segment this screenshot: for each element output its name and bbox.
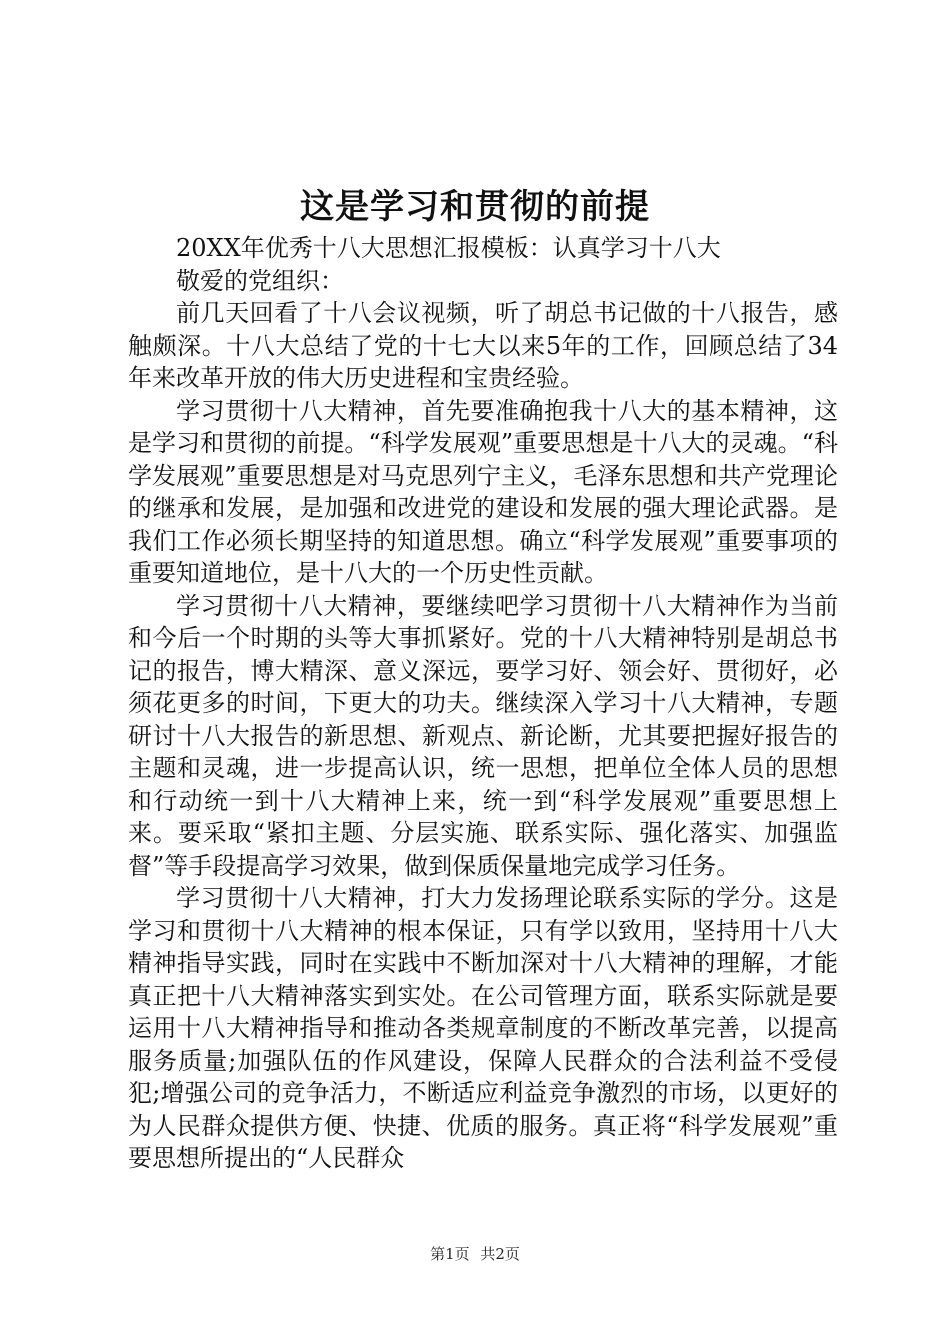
document-body (128, 232, 838, 1175)
paragraph: 前几天回看了十八会议视频，听了胡总书记做的十八报告，感触颇深。十八大总结了党的十七大以来5年的工作，回顾总结了34年来改革开放的伟大历史进程和宝贵经验。 (128, 299, 838, 392)
paragraph: 学习贯彻十八大精神，要继续吧学习贯彻十八大精神作为当前和今后一个时期的头等大事抓紧好。党的十八大精神特别是胡总书记的报告，博大精深、意义深远，要学习好、领会好、贯彻好，必须花更多的时间，下更大的功夫。继续深入学习十八大精神，专题研讨十八大报告的新思想、新观点、新论断，尤其要把握好报告的主题和灵魂，进一步提高认识，统一思想，把单位全体人员的思想和行动统一到十八大精神上来，统一到“科学发展观”重要思想上来。要采取“紧扣主题、分层实施、联系实际、强化落实、加强监督”等手段提高学习效果，做到保质保量地完成学习任务。 (128, 591, 838, 880)
page-total: 共2页 (480, 1245, 520, 1263)
salutation: 敬爱的党组织： (176, 266, 344, 295)
page-number: 第1页 (430, 1245, 470, 1263)
subtitle-line: 20XX年优秀十八大思想汇报模板：认真学习十八大 (176, 234, 721, 262)
paragraph: 学习贯彻十八大精神，首先要准确抱我十八大的基本精神，这是学习和贯彻的前提。“科学发展观”重要思想是十八大的灵魂。“科学发展观”重要思想是对马克思列宁主义，毛泽东思想和共产党理论的继承和发展，是加强和改进党的建设和发展的强大理论武器。是我们工作必须长期坚持的知道思想。确立“科学发展观”重要事项的重要知道地位，是十八大的一个历史性贡献。 (128, 396, 838, 587)
document-title: 这是学习和贯彻的前提 (300, 187, 650, 227)
page-footer (0, 1244, 950, 1264)
paragraph: 学习贯彻十八大精神，打大力发扬理论联系实际的学分。这是学习和贯彻十八大精神的根本保证，只有学以致用，坚持用十八大精神指导实践，同时在实践中不断加深对十八大精神的理解，才能真正把十八大精神落实到实处。在公司管理方面，联系实际就是要运用十八大精神指导和推动各类规章制度的不断改革完善，以提高服务质量;加强队伍的作风建设，保障人民群众的合法利益不受侵犯;增强公司的竞争活力，不断适应利益竞争激烈的市场，以更好的为人民群众提供方便、快捷、优质的服务。真正将“科学发展观”重要思想所提出的“人民群众 (128, 884, 838, 1172)
